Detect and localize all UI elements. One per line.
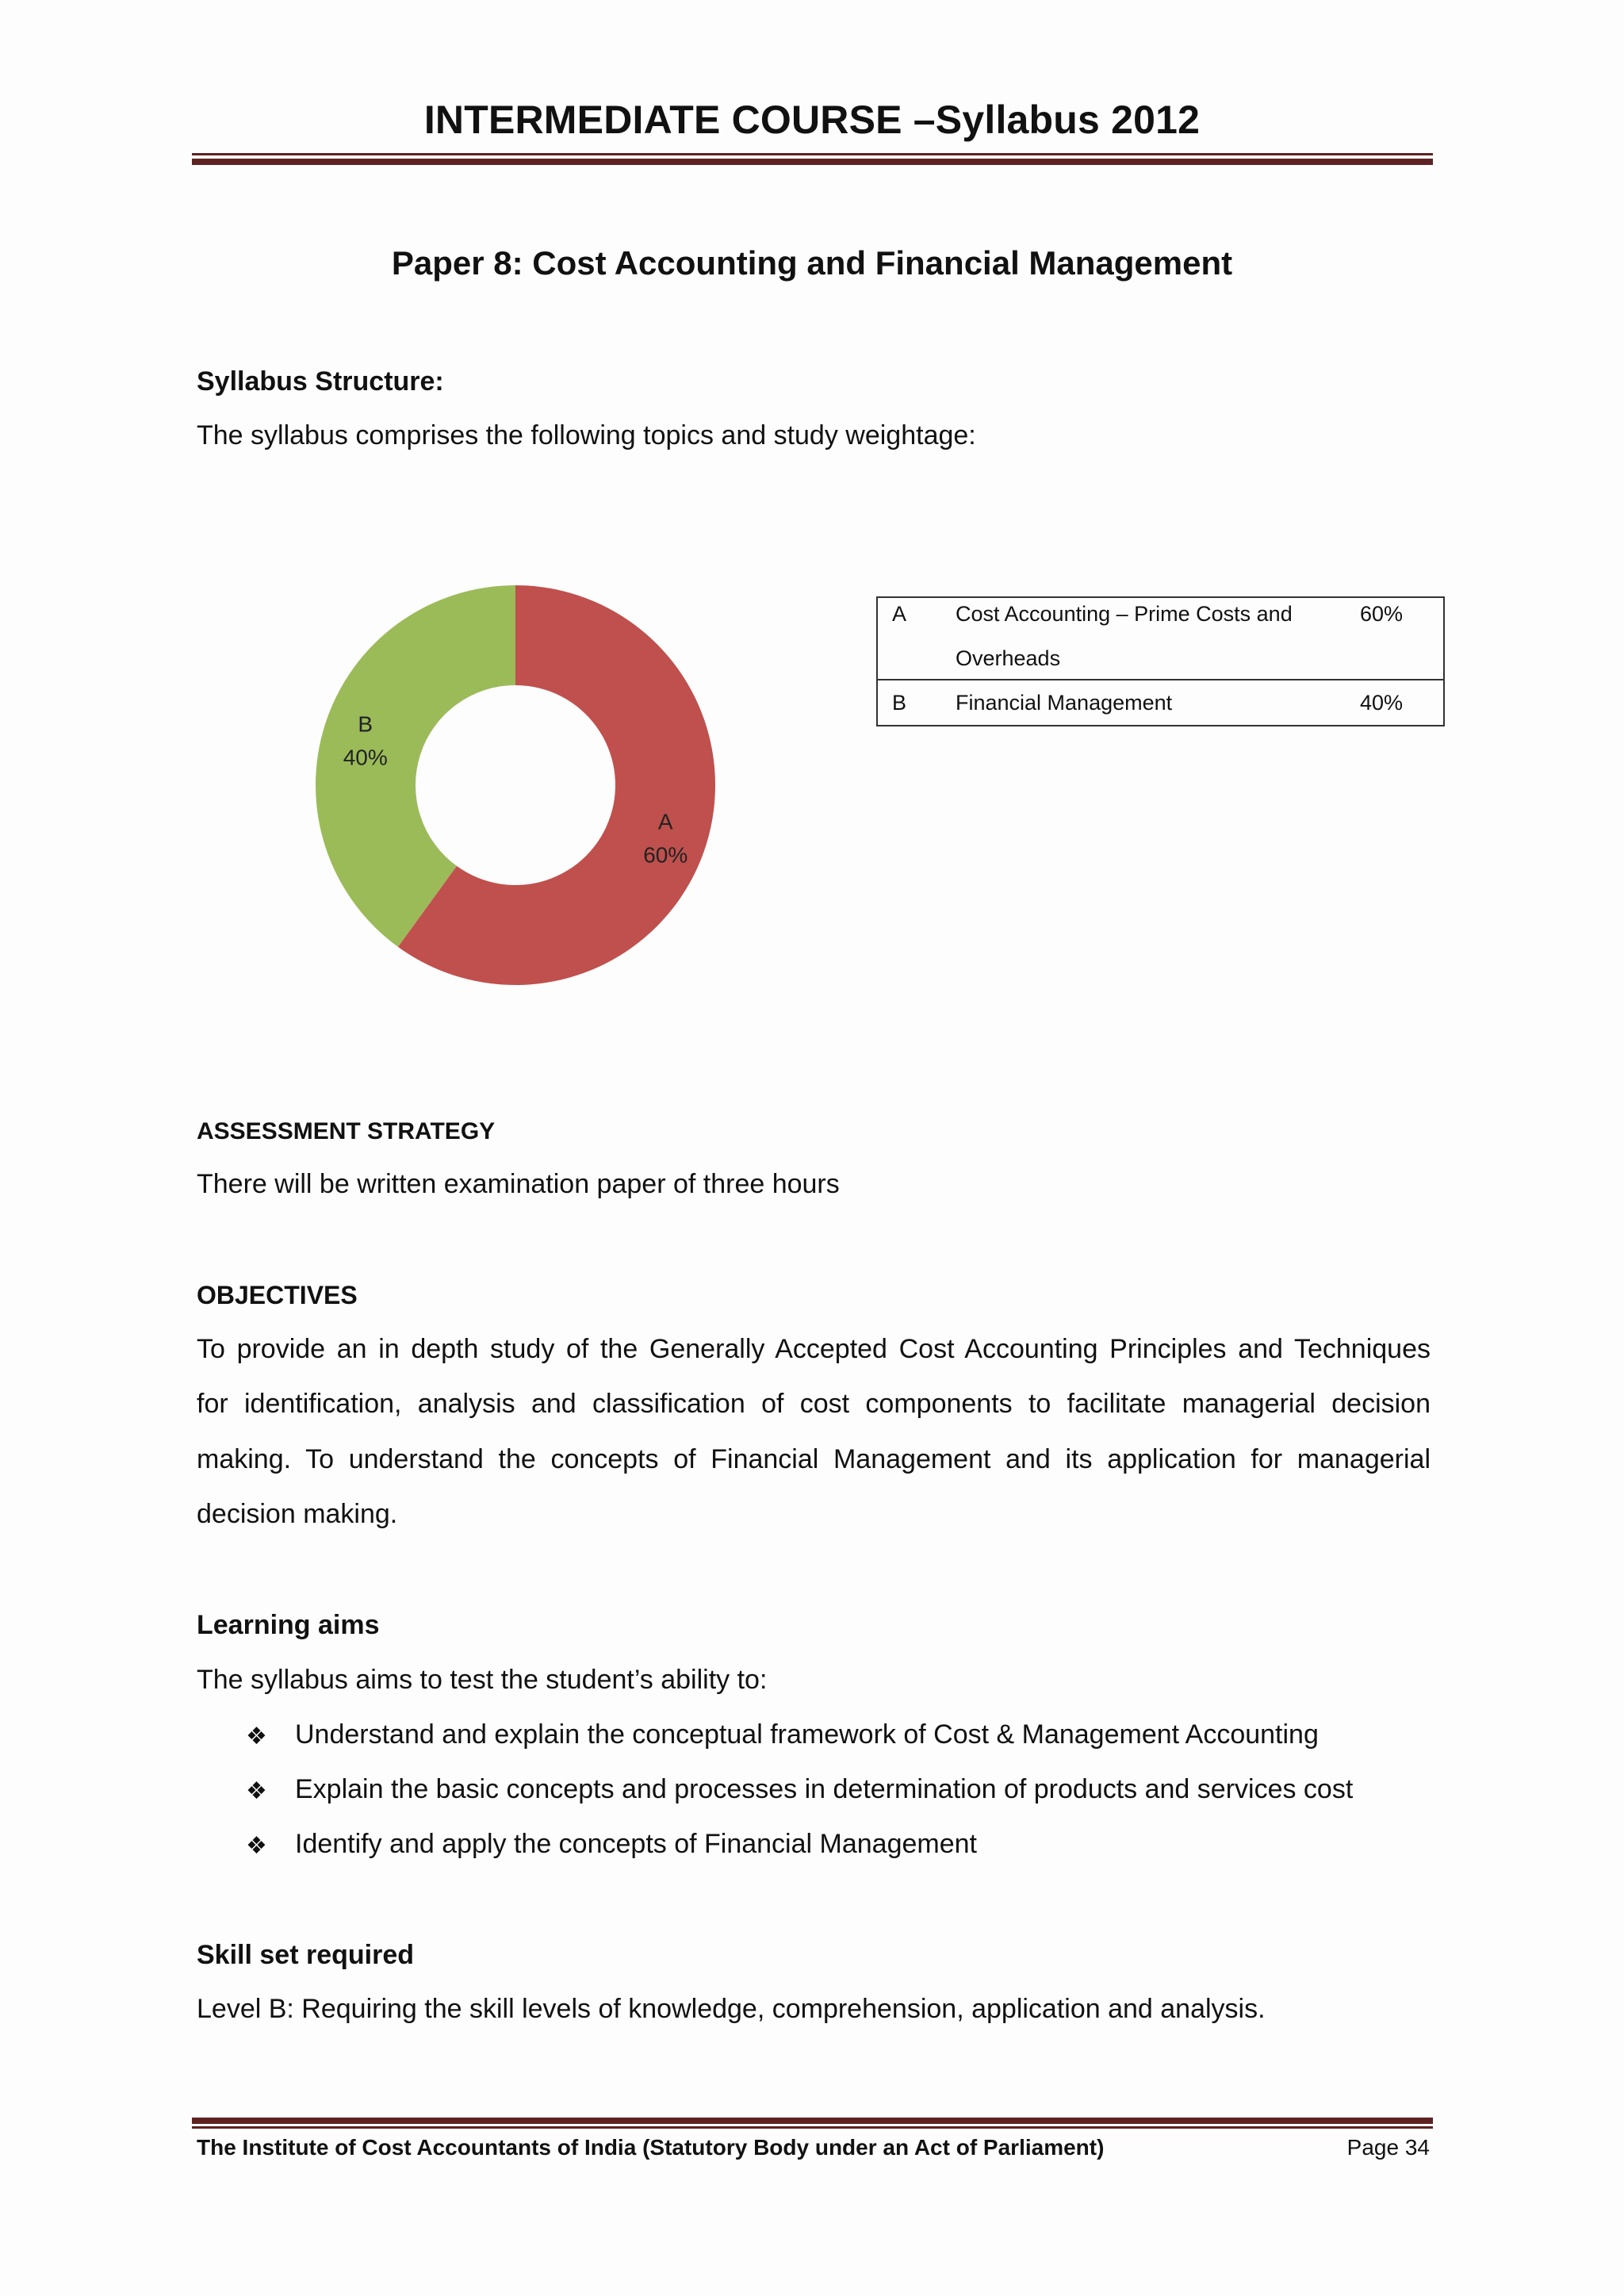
- table-row: [877, 680, 1444, 726]
- donut-label-percent: 60%: [643, 842, 688, 868]
- table-row: [877, 597, 1444, 680]
- skills-text: Level B: Requiring the skill levels of knowledge, comprehension, application and analysis.: [197, 1994, 1266, 2024]
- objectives-line: To provide an in depth study of the Generally Accepted Cost Accounting Principles and Techniques: [197, 1334, 1431, 1364]
- table-cell-weight: 60%: [1352, 597, 1444, 680]
- skills-heading: Skill set required: [197, 1940, 414, 1970]
- weightage-table: [876, 596, 1445, 726]
- list-item: Understand and explain the conceptual framework of Cost & Management Accounting: [295, 1719, 1319, 1750]
- objectives-line: decision making.: [197, 1499, 398, 1529]
- diamond-bullet-icon: ❖: [246, 1778, 267, 1804]
- objectives-line: for identification, analysis and classification of cost components to facilitate managerial decision: [197, 1389, 1431, 1419]
- header-rule-thick: [192, 159, 1433, 165]
- footer-rule-thin: [192, 2126, 1433, 2129]
- donut-label-category: A: [657, 809, 673, 834]
- syllabus-heading: Syllabus Structure:: [197, 366, 444, 397]
- list-item: Identify and apply the concepts of Financial Management: [295, 1829, 977, 1859]
- table-cell-code: A: [877, 597, 956, 680]
- list-item: Explain the basic concepts and processes in determination of products and services cost: [295, 1774, 1354, 1804]
- page-number: Page 34: [1346, 2135, 1430, 2160]
- table-cell-topic-line1: Cost Accounting – Prime Costs and: [956, 602, 1293, 626]
- page-header-title: INTERMEDIATE COURSE –Syllabus 2012: [423, 98, 1201, 142]
- objectives-heading: OBJECTIVES: [197, 1281, 358, 1309]
- table-cell-topic: Financial Management: [956, 680, 1352, 726]
- donut-label-percent: 40%: [343, 745, 388, 770]
- diamond-bullet-icon: ❖: [246, 1723, 267, 1750]
- table-cell-weight: 40%: [1352, 680, 1444, 726]
- table-cell-topic: [956, 597, 1352, 680]
- footer-rule-thick: [192, 2118, 1433, 2124]
- diamond-bullet-icon: ❖: [246, 1833, 267, 1859]
- table-cell-topic-line2: Overheads: [956, 646, 1061, 670]
- weightage-donut-chart: [301, 571, 730, 999]
- assessment-heading: ASSESSMENT STRATEGY: [197, 1118, 496, 1144]
- donut-label-category: B: [358, 711, 373, 737]
- learning-aims-heading: Learning aims: [197, 1610, 380, 1640]
- learning-aims-intro: The syllabus aims to test the student’s ability to:: [197, 1665, 768, 1695]
- table-cell-code: B: [877, 680, 956, 726]
- objectives-line: making. To understand the concepts of Financial Management and its application for managerial: [197, 1444, 1431, 1474]
- assessment-text: There will be written examination paper of three hours: [197, 1169, 840, 1199]
- paper-title: Paper 8: Cost Accounting and Financial Management: [391, 244, 1233, 282]
- header-rule-thin: [192, 153, 1433, 155]
- syllabus-intro: The syllabus comprises the following topics and study weightage:: [197, 420, 976, 450]
- footer-institute: The Institute of Cost Accountants of India (Statutory Body under an Act of Parliament): [197, 2135, 1105, 2160]
